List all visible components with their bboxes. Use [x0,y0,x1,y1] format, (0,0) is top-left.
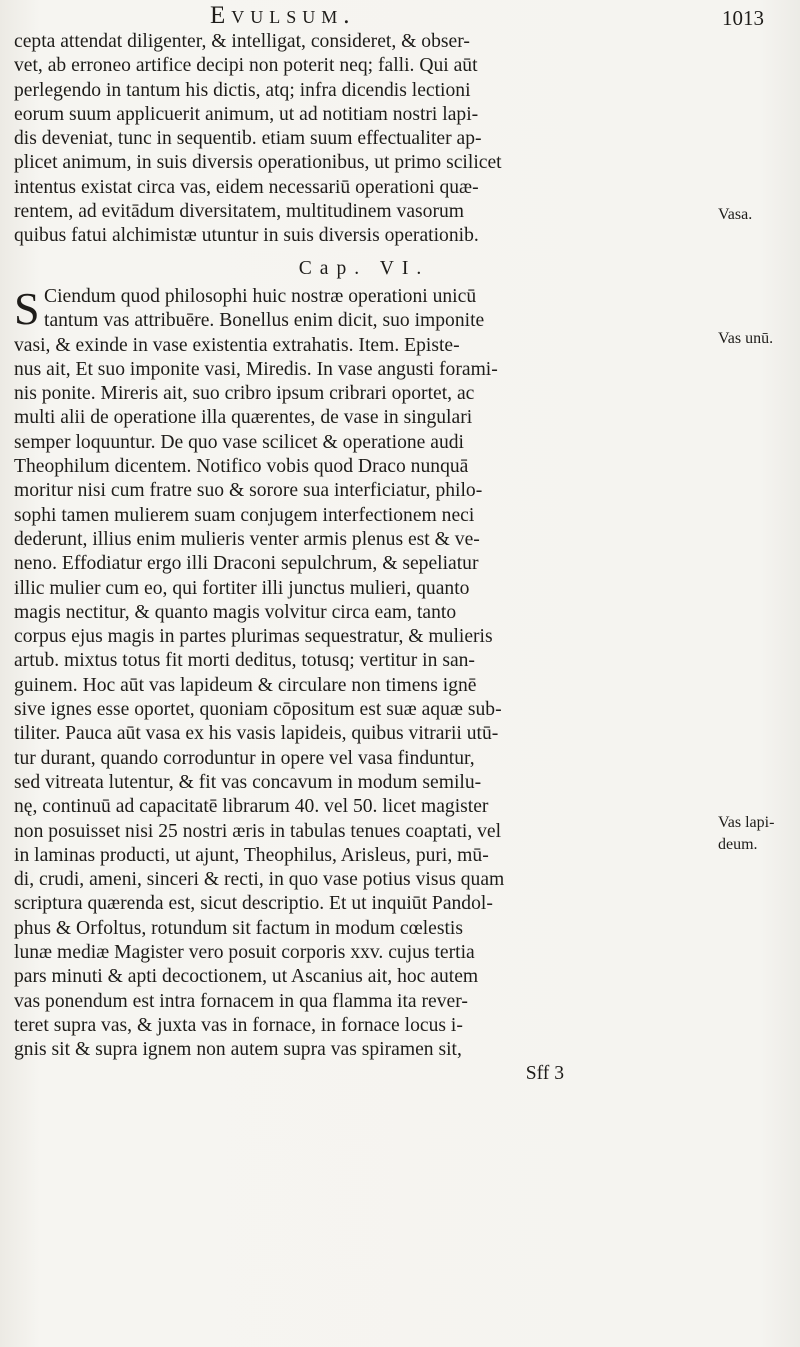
text-line: dis deveniat, tunc in sequentib. etiam suum effectualiter ap- [14,128,482,150]
running-title: Evulsum. [210,2,356,29]
text-line: pars minuti & apti decoctionem, ut Ascanius ait, hoc autem [14,966,479,988]
text-line: in laminas producti, ut ajunt, Theophilus, Arisleus, puri, mū- [14,844,489,866]
text-line: dederunt, illius enim mulieris venter armis plenus est & ve- [14,528,480,550]
margin-note-vas-lapideum-cont: deum. [718,836,758,853]
body-text [14,30,714,1087]
text-line: nę, continuū ad capacitatē librarum 40. vel 50. licet magister [14,796,489,818]
text-line: teret supra vas, & juxta vas in fornace, in fornace locus i- [14,1014,463,1036]
text-line: eorum suum applicuerit animum, ut ad notitiam nostri lapi- [14,103,479,125]
text-line: rentem, ad evitādum diversitatem, multitudinem vasorum [14,201,465,223]
text-line: artub. mixtus totus fit morti deditus, totusq; vertitur in san- [14,650,475,672]
text-line: sive ignes esse oportet, quoniam cōpositum est suæ aquæ sub- [14,699,502,721]
text-line: sed vitreata lutentur, & fit vas concavum in modum semilu- [14,771,482,793]
signature-mark: Sff 3 [525,1063,564,1085]
text-line: plicet animum, in suis diversis operationibus, ut primo scilicet [14,152,502,174]
margin-note-vas-unum: Vas unū. [718,330,774,347]
text-line: non posuisset nisi 25 nostri æris in tabulas tenues coaptati, vel [14,820,502,842]
text-line: corpus ejus magis in partes plurimas sequestratur, & mulieris [14,626,493,648]
text-line: lunæ mediæ Magister vero posuit corporis xxv. cujus tertia [14,941,475,963]
text-line: phus & Orfoltus, rotundum sit factum in modum cœlestis [14,917,463,939]
margin-note-vas-lapideum: Vas lapi- [718,814,775,831]
text-line: di, crudi, ameni, sinceri & recti, in quo vase potius visus quam [14,869,505,891]
text-line: neno. Effodiatur ergo illi Draconi sepulchrum, & sepeliatur [14,553,479,575]
margin-note-vasa: Vasa. [718,206,753,223]
text-line: nis ponite. Mireris ait, suo cribro ipsum cribrari oportet, ac [14,383,475,405]
page-number: 1013 [722,6,764,30]
text-line: Theophilum dicentem. Notifico vobis quod Draco nunquā [14,456,469,478]
text-line: cepta attendat diligenter, & intelligat, consideret, & obser- [14,31,470,52]
text-line: gnis sit & supra ignem non autem supra vas spiramen sit, [14,1039,462,1061]
text-line: tiliter. Pauca aūt vasa ex his vasis lapideis, quibus vitrarii utū- [14,723,499,745]
text-line: scriptura quærenda est, sicut descriptio. Et ut inquiūt Pandol- [14,893,493,915]
text-line: tur durant, quando corroduntur in opere vel vasa finduntur, [14,747,475,769]
drop-initial: S [14,282,40,334]
text-line: multi alii de operatione illa quærentes, de vase in singulari [14,407,473,429]
text-line: Ciendum quod philosophi huic nostræ operationi unicū [44,285,477,307]
chapter-opening [14,282,714,334]
text-line: tantum vas attribuēre. Bonellus enim dicit, suo imponite [44,310,485,332]
text-line: vasi, & exinde in vase existentia extrahatis. Item. Episte- [14,334,460,356]
text-line: vas ponendum est intra fornacem in qua flamma ita rever- [14,990,468,1012]
text-line: moritur nisi cum fratre suo & sorore sua interficiatur, philo- [14,480,483,502]
text-line: semper loquuntur. De quo vase scilicet & operatione audi [14,431,464,453]
text-line: illic mulier cum eo, qui fortiter illi junctus mulieri, quanto [14,577,470,599]
text-line: nus ait, Et suo imponite vasi, Miredis. In vase angusti forami- [14,358,498,380]
chapter-heading: Cap. VI. [298,257,430,279]
text-line: quibus fatui alchimistæ utuntur in suis diversis operationib. [14,225,479,247]
text-line: perlegendo in tantum his dictis, atq; infra dicendis lectioni [14,79,471,101]
text-line: magis nectitur, & quanto magis volvitur circa eam, tanto [14,601,457,623]
text-line: vet, ab erroneo artifice decipi non poterit neq; falli. Qui aūt [14,55,478,77]
text-line: sophi tamen mulierem suam conjugem interfectionem neci [14,504,475,526]
text-line: guinem. Hoc aūt vas lapideum & circulare non timens ignē [14,674,477,696]
text-line: intentus existat circa vas, eidem necessariū operationi quæ- [14,176,479,198]
